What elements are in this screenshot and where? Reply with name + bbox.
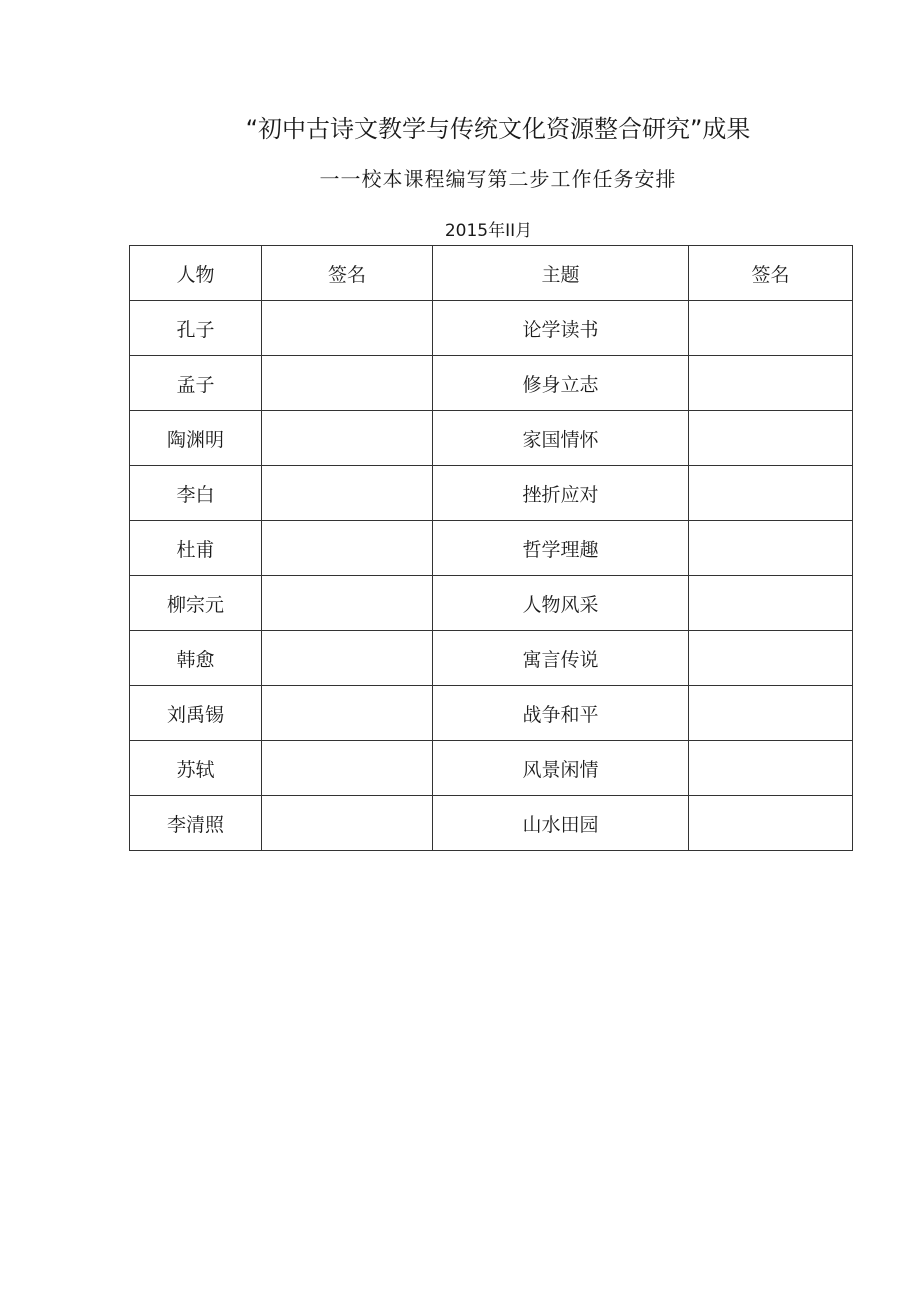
person-cell: 李清照	[130, 796, 262, 851]
topic-cell: 哲学理趣	[433, 521, 689, 576]
signature-cell	[262, 466, 433, 521]
table-row	[130, 301, 853, 356]
person-cell: 陶渊明	[130, 411, 262, 466]
topic-cell: 风景闲情	[433, 741, 689, 796]
document-subtitle: 一一校本课程编写第二步工作任务安排	[319, 167, 677, 191]
signature-cell	[262, 631, 433, 686]
header-signature-2: 签名	[689, 246, 853, 301]
person-cell: 刘禹锡	[130, 686, 262, 741]
topic-cell: 家国情怀	[433, 411, 689, 466]
topic-cell: 人物风采	[433, 576, 689, 631]
person-cell: 苏轼	[130, 741, 262, 796]
person-cell: 孟子	[130, 356, 262, 411]
document-title: “初中古诗文教学与传统文化资源整合研究”成果	[245, 115, 751, 143]
table-row	[130, 631, 853, 686]
signature-cell-2	[689, 466, 853, 521]
signature-cell-2	[689, 741, 853, 796]
topic-cell: 挫折应对	[433, 466, 689, 521]
person-cell: 李白	[130, 466, 262, 521]
table-row	[130, 576, 853, 631]
table-row	[130, 466, 853, 521]
signature-cell	[262, 301, 433, 356]
signature-cell	[262, 411, 433, 466]
signature-cell	[262, 686, 433, 741]
signature-cell	[262, 576, 433, 631]
header-topic: 主题	[433, 246, 689, 301]
table-row	[130, 356, 853, 411]
person-cell: 杜甫	[130, 521, 262, 576]
topic-cell: 山水田园	[433, 796, 689, 851]
signature-cell	[262, 796, 433, 851]
table-row	[130, 411, 853, 466]
topic-cell: 寓言传说	[433, 631, 689, 686]
table-row	[130, 741, 853, 796]
table-row	[130, 796, 853, 851]
signature-cell-2	[689, 301, 853, 356]
topic-cell: 战争和平	[433, 686, 689, 741]
document-date: 2015年II月	[444, 221, 533, 241]
person-cell: 孔子	[130, 301, 262, 356]
table-row	[130, 686, 853, 741]
table-row	[130, 521, 853, 576]
signature-cell-2	[689, 576, 853, 631]
table-header-row	[130, 246, 853, 301]
topic-cell: 论学读书	[433, 301, 689, 356]
signature-cell	[262, 356, 433, 411]
signature-cell-2	[689, 356, 853, 411]
person-cell: 柳宗元	[130, 576, 262, 631]
signature-cell	[262, 521, 433, 576]
signature-cell-2	[689, 686, 853, 741]
signature-table	[129, 245, 853, 851]
signature-cell-2	[689, 796, 853, 851]
header-person: 人物	[130, 246, 262, 301]
person-cell: 韩愈	[130, 631, 262, 686]
header-signature: 签名	[262, 246, 433, 301]
signature-cell-2	[689, 521, 853, 576]
topic-cell: 修身立志	[433, 356, 689, 411]
signature-cell-2	[689, 411, 853, 466]
signature-cell	[262, 741, 433, 796]
signature-cell-2	[689, 631, 853, 686]
